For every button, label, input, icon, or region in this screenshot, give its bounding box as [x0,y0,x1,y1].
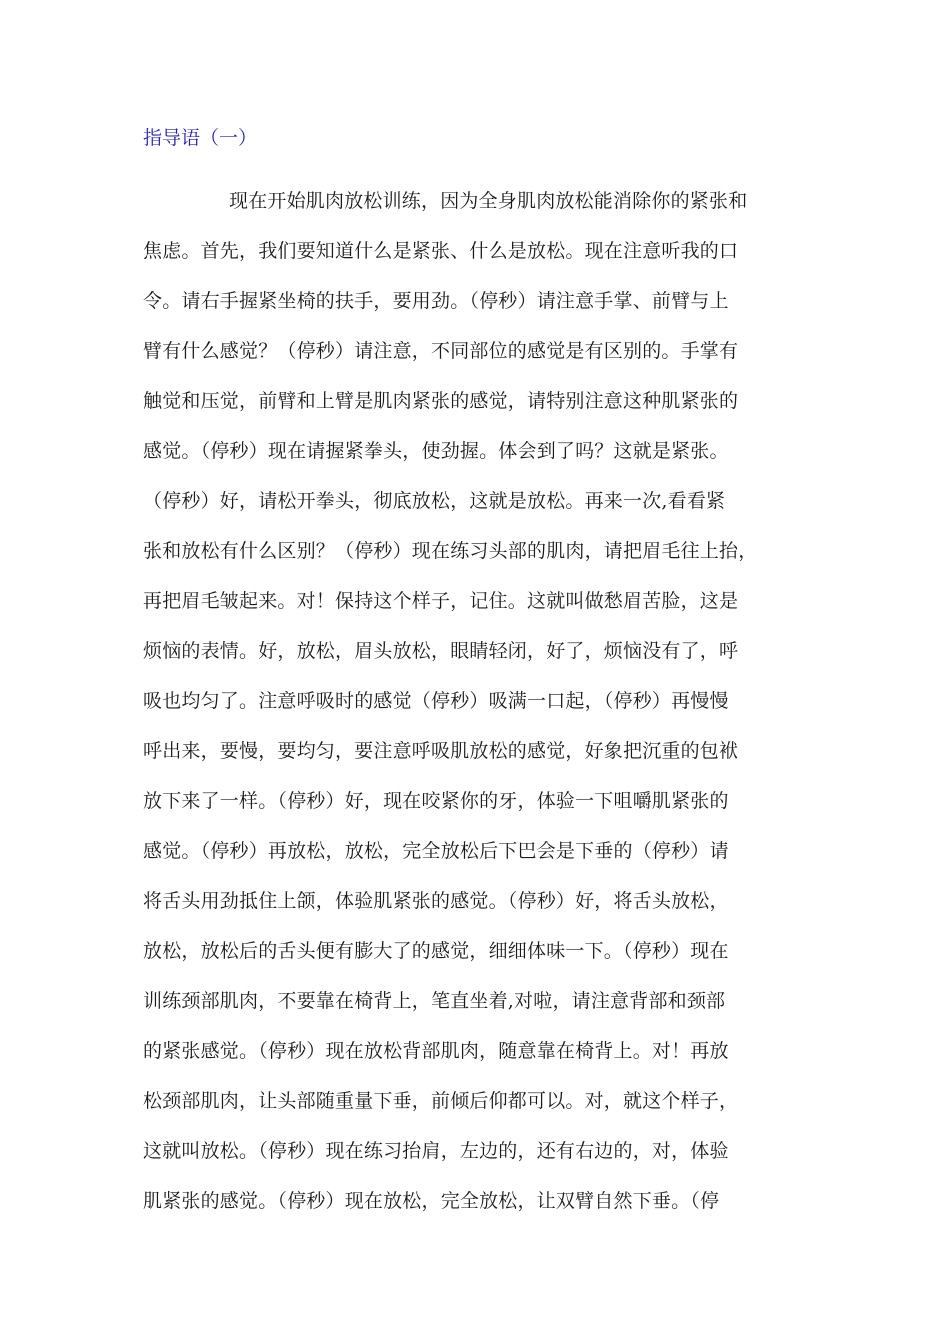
text-line: 训练颈部肌肉，不要靠在椅背上，笔直坐着,对啦，请注意背部和颈部 [143,990,726,1012]
text-line: 将舌头用劲抵住上颌，体验肌紧张的感觉。（停秒）好，将舌头放松， [143,890,729,912]
text-line: 再把眉毛皱起来。对！保持这个样子，记住。这就叫做愁眉苦脸，这是 [143,590,739,612]
text-line: 令。请右手握紧坐椅的扶手，要用劲。（停秒）请注意手掌、前臂与上 [143,290,729,312]
text-line: 呼出来，要慢，要均匀，要注意呼吸肌放松的感觉，好象把沉重的包袱 [143,740,739,762]
text-line: 这就叫放松。（停秒）现在练习抬肩，左边的，还有右边的，对，体验 [143,1140,729,1162]
text-line: 感觉。（停秒）再放松，放松，完全放松后下巴会是下垂的（停秒）请 [143,840,729,862]
text-line: 吸也均匀了。注意呼吸时的感觉（停秒）吸满一口起，（停秒）再慢慢 [143,690,729,712]
text-line: 臂有什么感觉？（停秒）请注意，不同部位的感觉是有区别的。手掌有 [143,340,739,362]
body-text [143,186,823,1236]
text-line: 放下来了一样。（停秒）好，现在咬紧你的牙，体验一下咀嚼肌紧张的 [143,790,729,812]
text-line: 张和放松有什么区别？（停秒）现在练习头部的肌肉，请把眉毛往上抬， [143,540,758,562]
text-line: 现在开始肌肉放松训练，因为全身肌肉放松能消除你的紧张和 [229,190,748,212]
text-line: 焦虑。首先，我们要知道什么是紧张、什么是放松。现在注意听我的口 [143,240,739,262]
section-heading: 指导语（一） [143,127,258,149]
text-line: 放松，放松后的舌头便有膨大了的感觉，细细体味一下。（停秒）现在 [143,940,729,962]
text-line: 感觉。（停秒）现在请握紧拳头，使劲握。体会到了吗？这就是紧张。 [143,440,729,462]
text-line: 松颈部肌肉，让头部随重量下垂，前倾后仰都可以。对，就这个样子， [143,1090,739,1112]
text-line: 的紧张感觉。（停秒）现在放松背部肌肉，随意靠在椅背上。对！再放 [143,1040,729,1062]
text-line: （停秒）好，请松开拳头，彻底放松，这就是放松。再来一次,看看紧 [143,490,726,512]
text-line: 烦恼的表情。好，放松，眉头放松，眼睛轻闭，好了，烦恼没有了，呼 [143,640,739,662]
text-line: 肌紧张的感觉。（停秒）现在放松，完全放松，让双臂自然下垂。（停 [143,1190,720,1212]
text-line: 触觉和压觉，前臂和上臂是肌肉紧张的感觉，请特别注意这种肌紧张的 [143,390,739,412]
